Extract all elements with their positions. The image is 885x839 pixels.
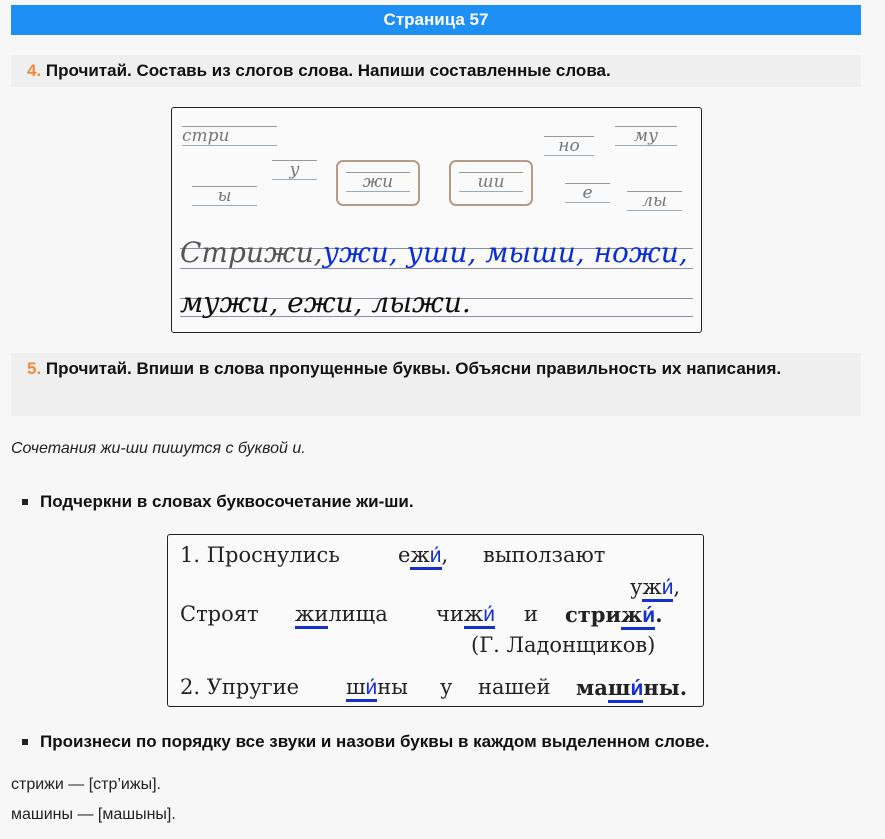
bullet-underline: Подчеркни в словах буквосочетание жи-ши.	[22, 492, 414, 512]
poem-author: (Г. Ладонщиков)	[471, 633, 656, 657]
task-text: Прочитай. Впиши в слова пропущенные буквы. Объясни правильность их написания.	[45, 359, 782, 378]
word-strizhi: стрижи́.	[565, 602, 663, 628]
task-number: 5.	[27, 359, 42, 378]
poem-text: 2. Упругие	[180, 675, 300, 699]
word-chizhi: чижи́	[436, 602, 495, 627]
task-number: 4.	[27, 61, 42, 80]
task-text: Прочитай. Составь из слогов слова. Напиши составленные слова.	[45, 61, 611, 80]
bullet-pronounce: Произнеси по порядку все звуки и назови буквы в каждом выделенном слове.	[22, 732, 709, 752]
syllable: стри	[182, 126, 277, 146]
syllable: жи	[346, 172, 410, 192]
poem-figure	[167, 534, 704, 707]
syllable: е	[565, 183, 610, 203]
syllable: у	[272, 160, 317, 180]
poem-text: выползают	[483, 543, 606, 567]
page-header: Страница 57	[11, 5, 861, 35]
task-5-heading	[11, 353, 861, 416]
answer-mashiny: машины — [машыны].	[11, 806, 176, 823]
rule-note: Сочетания жи-ши пишутся с буквой и.	[11, 440, 306, 457]
word-uzhi: ужи́,	[630, 575, 680, 600]
poem-text: 1. Проснулись	[180, 543, 340, 567]
given-word: Стрижи,	[180, 236, 323, 269]
answer-strizhi: стрижи — [стр’ижы].	[11, 776, 161, 793]
poem-text: у	[440, 675, 453, 699]
syllable: ши	[459, 172, 523, 192]
syllable: ы	[192, 186, 257, 206]
boxed-syllable	[336, 160, 420, 206]
answer-words: ужи, уши, мыши, ножи,	[322, 236, 688, 269]
syllables-figure	[171, 107, 702, 333]
poem-text: Строят	[180, 602, 259, 626]
poem-text: нашей	[478, 675, 551, 699]
word-mashiny: маши́ны.	[576, 675, 687, 701]
word-shiny: ши́ны	[346, 675, 408, 700]
answer-line-2: мужи, ежи, лыжи.	[180, 286, 471, 319]
word-zhilishcha: жилища	[295, 602, 388, 626]
syllable: му	[615, 126, 677, 146]
boxed-syllable	[449, 160, 533, 206]
task-4-heading	[11, 55, 861, 87]
syllable: лы	[627, 191, 682, 211]
word-ezhi: ежи́,	[398, 543, 448, 568]
syllable: но	[544, 136, 594, 156]
answer-line-1	[180, 236, 688, 269]
poem-text: и	[524, 602, 538, 626]
